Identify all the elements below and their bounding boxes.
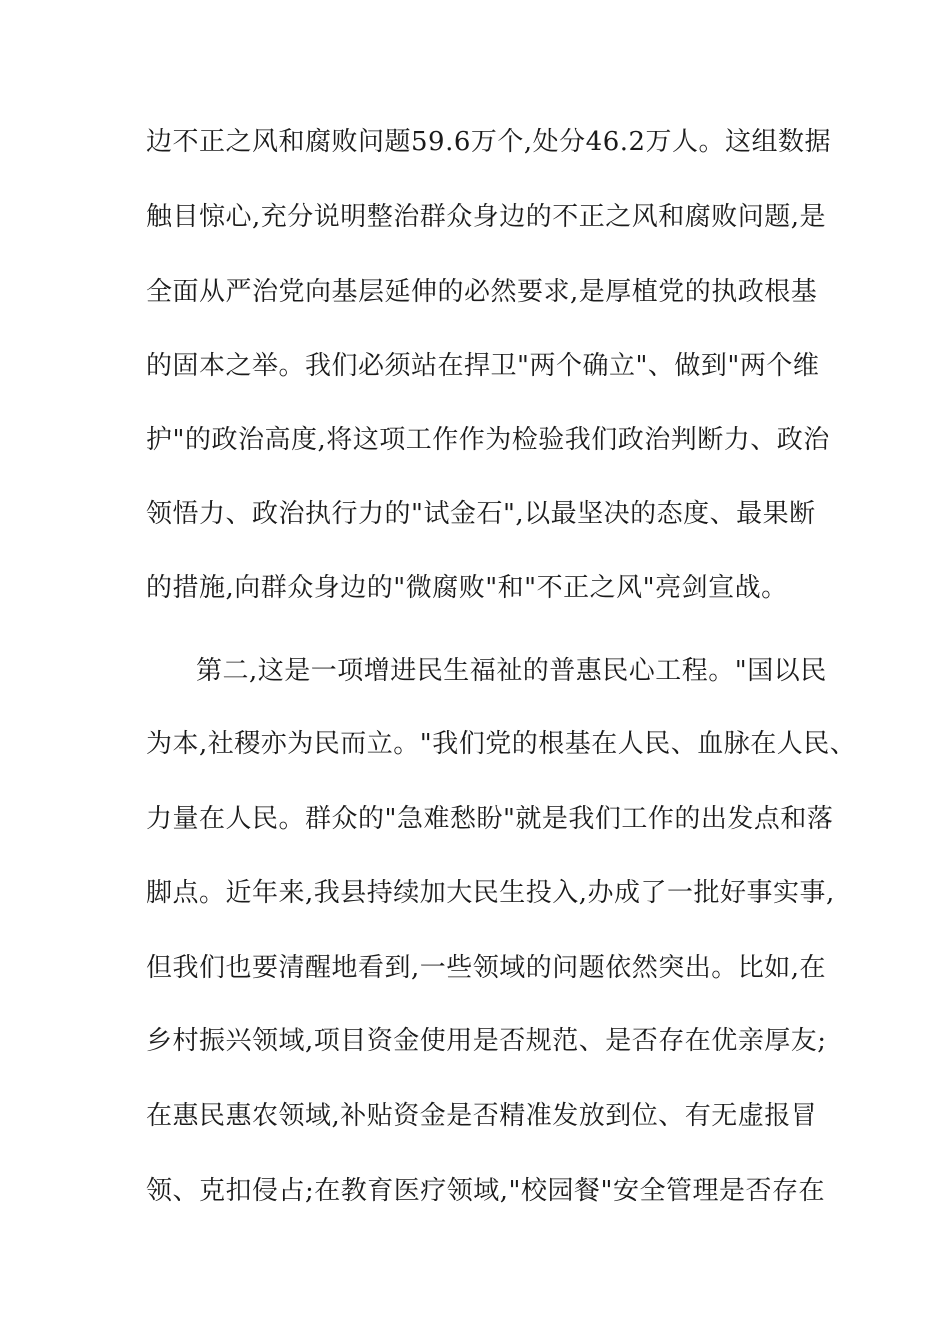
text-line: 的固本之举。我们必须站在捍卫"两个确立"、做到"两个维 xyxy=(146,351,820,381)
text-line: 护"的政治高度,将这项工作作为检验我们政治判断力、政治 xyxy=(146,425,830,455)
paragraph-start-line: 第二,这是一项增进民生福祉的普惠民心工程。"国以民 xyxy=(196,656,827,686)
text-line: 力量在人民。群众的"急难愁盼"就是我们工作的出发点和落 xyxy=(146,804,834,834)
text-line: 的措施,向群众身边的"微腐败"和"不正之风"亮剑宣战。 xyxy=(146,573,788,603)
text-line: 触目惊心,充分说明整治群众身边的不正之风和腐败问题,是 xyxy=(146,202,827,232)
text-line: 脚点。近年来,我县持续加大民生投入,办成了一批好事实事, xyxy=(146,878,835,908)
text-line: 在惠民惠农领域,补贴资金是否精准发放到位、有无虚报冒 xyxy=(146,1101,818,1131)
text-line: 边不正之风和腐败问题59.6万个,处分46.2万人。这组数据 xyxy=(146,127,832,157)
text-line: 乡村振兴领域,项目资金使用是否规范、是否存在优亲厚友; xyxy=(146,1026,827,1056)
text-line: 但我们也要清醒地看到,一些领域的问题依然突出。比如,在 xyxy=(146,953,827,983)
text-line: 领悟力、政治执行力的"试金石",以最坚决的态度、最果断 xyxy=(146,499,816,529)
text-line: 为本,社稷亦为民而立。"我们党的根基在人民、血脉在人民、 xyxy=(146,729,857,759)
text-line: 领、克扣侵占;在教育医疗领域,"校园餐"安全管理是否存在 xyxy=(146,1176,825,1206)
text-line: 全面从严治党向基层延伸的必然要求,是厚植党的执政根基 xyxy=(146,277,818,307)
